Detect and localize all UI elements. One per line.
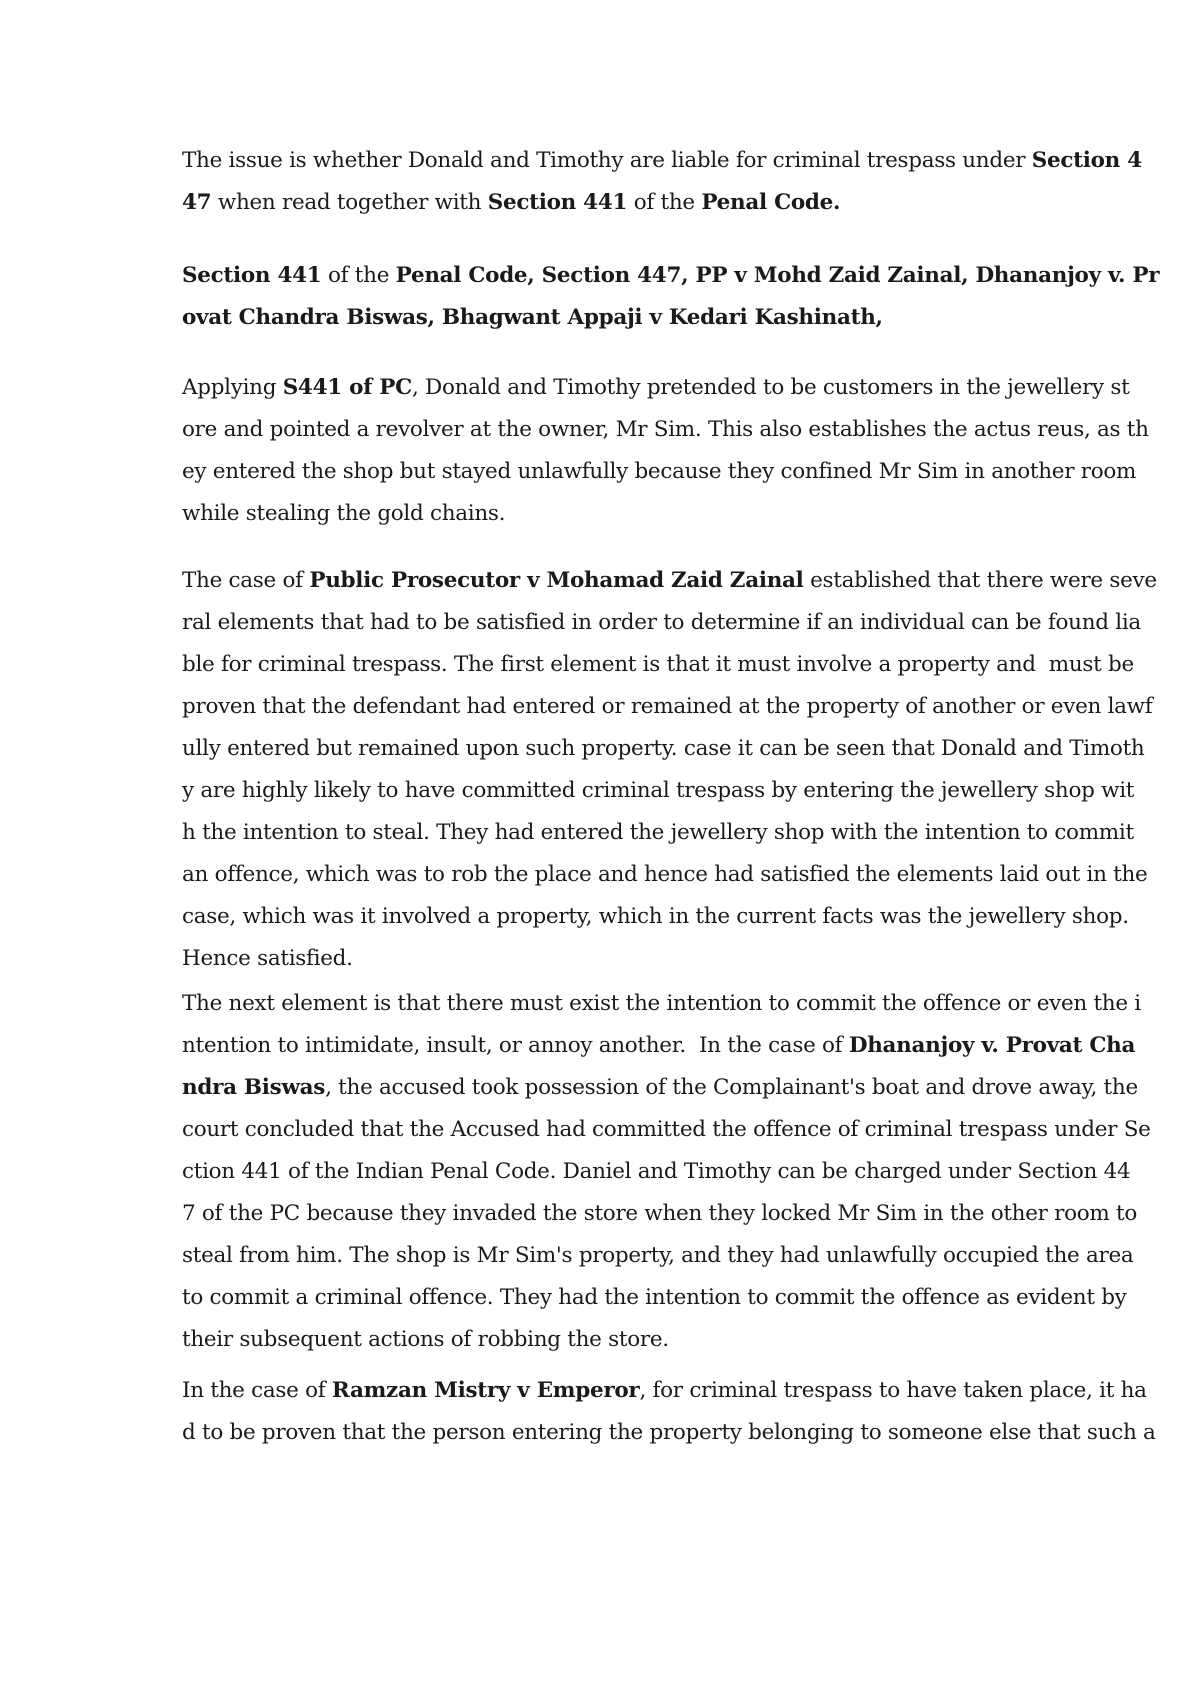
text-segment: ction 441 of the Indian Penal Code. Daniel and Timothy can be charged under Section 44 [182,1159,1131,1184]
text-line [182,493,1062,535]
bold-text: S441 of PC [282,375,412,400]
paragraph-issue [182,140,1142,224]
text-segment: In the case of [182,1378,332,1403]
text-line [182,938,1062,980]
text-segment: h the intention to steal. They had entered the jewellery shop with the intention to commit [182,820,1134,845]
text-segment: The issue is whether Donald and Timothy are liable for criminal trespass under [182,148,1032,173]
bold-text: Penal Code. [701,190,841,215]
text-segment: 7 of the PC because they invaded the store when they locked Mr Sim in the other room to [182,1201,1138,1226]
text-segment: case, which was it involved a property, which in the current facts was the jewellery shop. [182,904,1129,929]
text-segment: to commit a criminal offence. They had the intention to commit the offence as evident by [182,1285,1127,1310]
text-line [182,1193,1138,1235]
bold-text: ndra Biswas [182,1075,326,1100]
text-segment: ble for criminal trespass. The first element is that it must involve a property and must be [182,652,1134,677]
text-line [182,1319,1062,1361]
text-line [182,1370,1147,1412]
text-line [182,182,1062,224]
text-segment: their subsequent actions of robbing the store. [182,1327,669,1352]
text-line [182,1412,1156,1454]
text-segment: when read together with [211,190,488,215]
text-segment: , the accused took possession of the Complainant's boat and drove away, the [325,1075,1138,1100]
text-line [182,1235,1134,1277]
text-line [182,409,1149,451]
text-line [182,854,1148,896]
text-segment: , Donald and Timothy pretended to be customers in the jewellery st [411,375,1130,400]
text-segment: steal from him. The shop is Mr Sim's property, and they had unlawfully occupied the area [182,1243,1134,1268]
text-segment: ntention to intimidate, insult, or annoy another. In the case of [182,1033,849,1058]
bold-text: Section 441 [182,263,322,288]
text-line [182,896,1129,938]
paragraph-zaid-zainal-case [182,560,1157,980]
paragraph-dhananjoy-case [182,983,1151,1361]
text-segment: The case of [182,568,310,593]
bold-text: Public Prosecutor v Mohamad Zaid Zainal [309,568,804,593]
text-segment: y are highly likely to have committed criminal trespass by entering the jewellery shop wit [182,778,1135,803]
paragraph-applying-s441 [182,367,1149,535]
paragraph-authorities [182,255,1160,339]
text-line [182,140,1142,182]
bold-text: Penal Code, Section 447, PP v Mohd Zaid Zainal, Dhananjoy v. Pr [395,263,1160,288]
text-line [182,728,1145,770]
text-line [182,1277,1127,1319]
text-line [182,255,1160,297]
text-segment: ey entered the shop but stayed unlawfully because they confined Mr Sim in another room [182,459,1137,484]
text-segment: The next element is that there must exist the intention to commit the offence or even the i [182,991,1141,1016]
bold-text: 47 [182,190,212,215]
text-line [182,1025,1136,1067]
text-segment: proven that the defendant had entered or remained at the property of another or even lawf [182,694,1153,719]
text-line [182,451,1137,493]
text-line [182,1151,1131,1193]
text-segment: an offence, which was to rob the place and hence had satisfied the elements laid out in the [182,862,1148,887]
text-line [182,560,1157,602]
text-line [182,983,1141,1025]
text-line [182,1067,1138,1109]
text-line [182,367,1130,409]
text-segment: while stealing the gold chains. [182,501,506,526]
text-segment: ully entered but remained upon such property. case it can be seen that Donald and Timoth [182,736,1145,761]
text-segment: d to be proven that the person entering the property belonging to someone else that such a [182,1420,1156,1445]
text-segment: court concluded that the Accused had committed the offence of criminal trespass under Se [182,1117,1151,1142]
text-line [182,770,1135,812]
text-line [182,686,1153,728]
text-segment: , for criminal trespass to have taken place, it ha [639,1378,1147,1403]
text-line [182,602,1141,644]
text-segment: Hence satisfied. [182,946,353,971]
bold-text: Dhananjoy v. Provat Cha [848,1033,1136,1058]
text-line [182,297,1062,339]
bold-text: Section 441 [487,190,628,215]
text-line [182,1109,1151,1151]
text-line [182,812,1134,854]
paragraph-ramzan-case [182,1370,1156,1454]
text-segment: Applying [182,375,283,400]
text-segment: established that there were seve [803,568,1157,593]
text-line [182,644,1134,686]
bold-text: ovat Chandra Biswas, Bhagwant Appaji v Kedari Kashinath, [182,305,883,330]
text-segment: ral elements that had to be satisfied in order to determine if an individual can be found lia [182,610,1141,635]
bold-text: Ramzan Mistry v Emperor [331,1378,640,1403]
text-segment: ore and pointed a revolver at the owner, Mr Sim. This also establishes the actus reus, as th [182,417,1149,442]
text-segment: of the [321,263,396,288]
bold-text: Section 4 [1031,148,1142,173]
text-segment: of the [627,190,702,215]
